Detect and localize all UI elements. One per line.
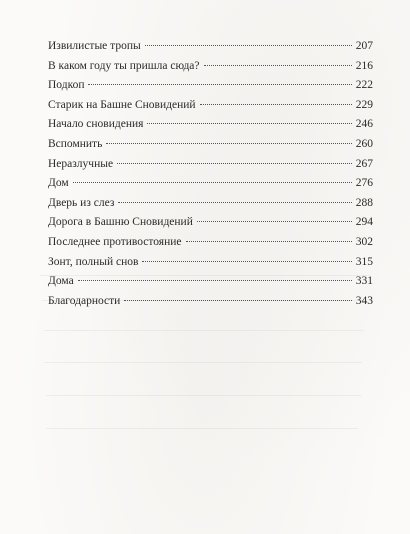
toc-entry-title: Неразлучные [48, 157, 114, 170]
toc-dot-leader [147, 123, 351, 124]
toc-entry [48, 155, 373, 175]
toc-entry [48, 174, 373, 194]
toc-dot-leader [118, 202, 351, 203]
toc-entry [48, 233, 373, 253]
toc-entry-page: 294 [355, 216, 373, 229]
toc-entry-title: В каком году ты пришла сюда? [48, 59, 200, 72]
toc-entry-page: 222 [355, 79, 373, 92]
bleed-through-line [44, 362, 362, 363]
bleed-through-line [46, 395, 361, 396]
bleed-through-line [44, 330, 364, 331]
toc-entry-title: Извилистые тропы [48, 40, 141, 52]
toc-dot-leader [124, 300, 351, 301]
toc-dot-leader [142, 261, 351, 262]
toc-dot-leader [197, 221, 352, 222]
toc-entry-title: Зонт, полный снов [48, 255, 139, 268]
toc-entry [48, 115, 373, 135]
toc-entry-page: 216 [355, 59, 373, 72]
toc-entry-title: Дома [48, 275, 74, 288]
toc-entry-page: 288 [355, 196, 373, 209]
toc-dot-leader [200, 104, 352, 105]
toc-dot-leader [145, 45, 352, 46]
toc-entry [48, 96, 373, 116]
toc-entry [48, 135, 373, 155]
toc-entry-page: 276 [355, 177, 373, 190]
toc-dot-leader [204, 65, 352, 66]
toc-entry [48, 57, 373, 77]
toc-entry [48, 194, 373, 214]
toc-entry-page: 246 [355, 118, 373, 131]
toc-entry [48, 37, 373, 57]
toc-dot-leader [78, 280, 352, 281]
toc-entry-page: 229 [355, 98, 373, 111]
toc-entry-title: Старик на Башне Сновидений [48, 98, 196, 111]
toc-entry-title: Дом [48, 177, 69, 190]
toc-entry-page: 302 [355, 235, 373, 248]
toc-dot-leader [117, 163, 352, 164]
toc-entry [48, 213, 373, 233]
toc-entry-page: 331 [355, 275, 373, 288]
toc-entry [48, 76, 373, 96]
toc-entry-page: 207 [355, 40, 373, 52]
toc-entry-page: 343 [355, 294, 373, 307]
toc-entry-title: Дверь из слез [48, 196, 115, 209]
toc-entry [48, 272, 373, 292]
toc-entry [48, 253, 373, 273]
toc-entry-title: Подкоп [48, 79, 85, 92]
toc-entry-title: Начало сновидения [48, 118, 144, 131]
toc-entry-page: 315 [355, 255, 373, 268]
bleed-through-line [46, 428, 358, 429]
toc-entry-title: Благодарности [48, 294, 121, 307]
toc-dot-leader [73, 182, 352, 183]
toc-entry [48, 292, 373, 312]
toc-entry-title: Последнее противостояние [48, 235, 182, 248]
toc-entry-page: 260 [355, 137, 373, 150]
toc-entry-title: Дорога в Башню Сновидений [48, 216, 193, 229]
toc-dot-leader [186, 241, 352, 242]
toc-dot-leader [88, 84, 351, 85]
toc-dot-leader [106, 143, 351, 144]
toc-entry-page: 267 [355, 157, 373, 170]
toc-entry-title: Вспомнить [48, 137, 103, 150]
table-of-contents [48, 37, 373, 311]
